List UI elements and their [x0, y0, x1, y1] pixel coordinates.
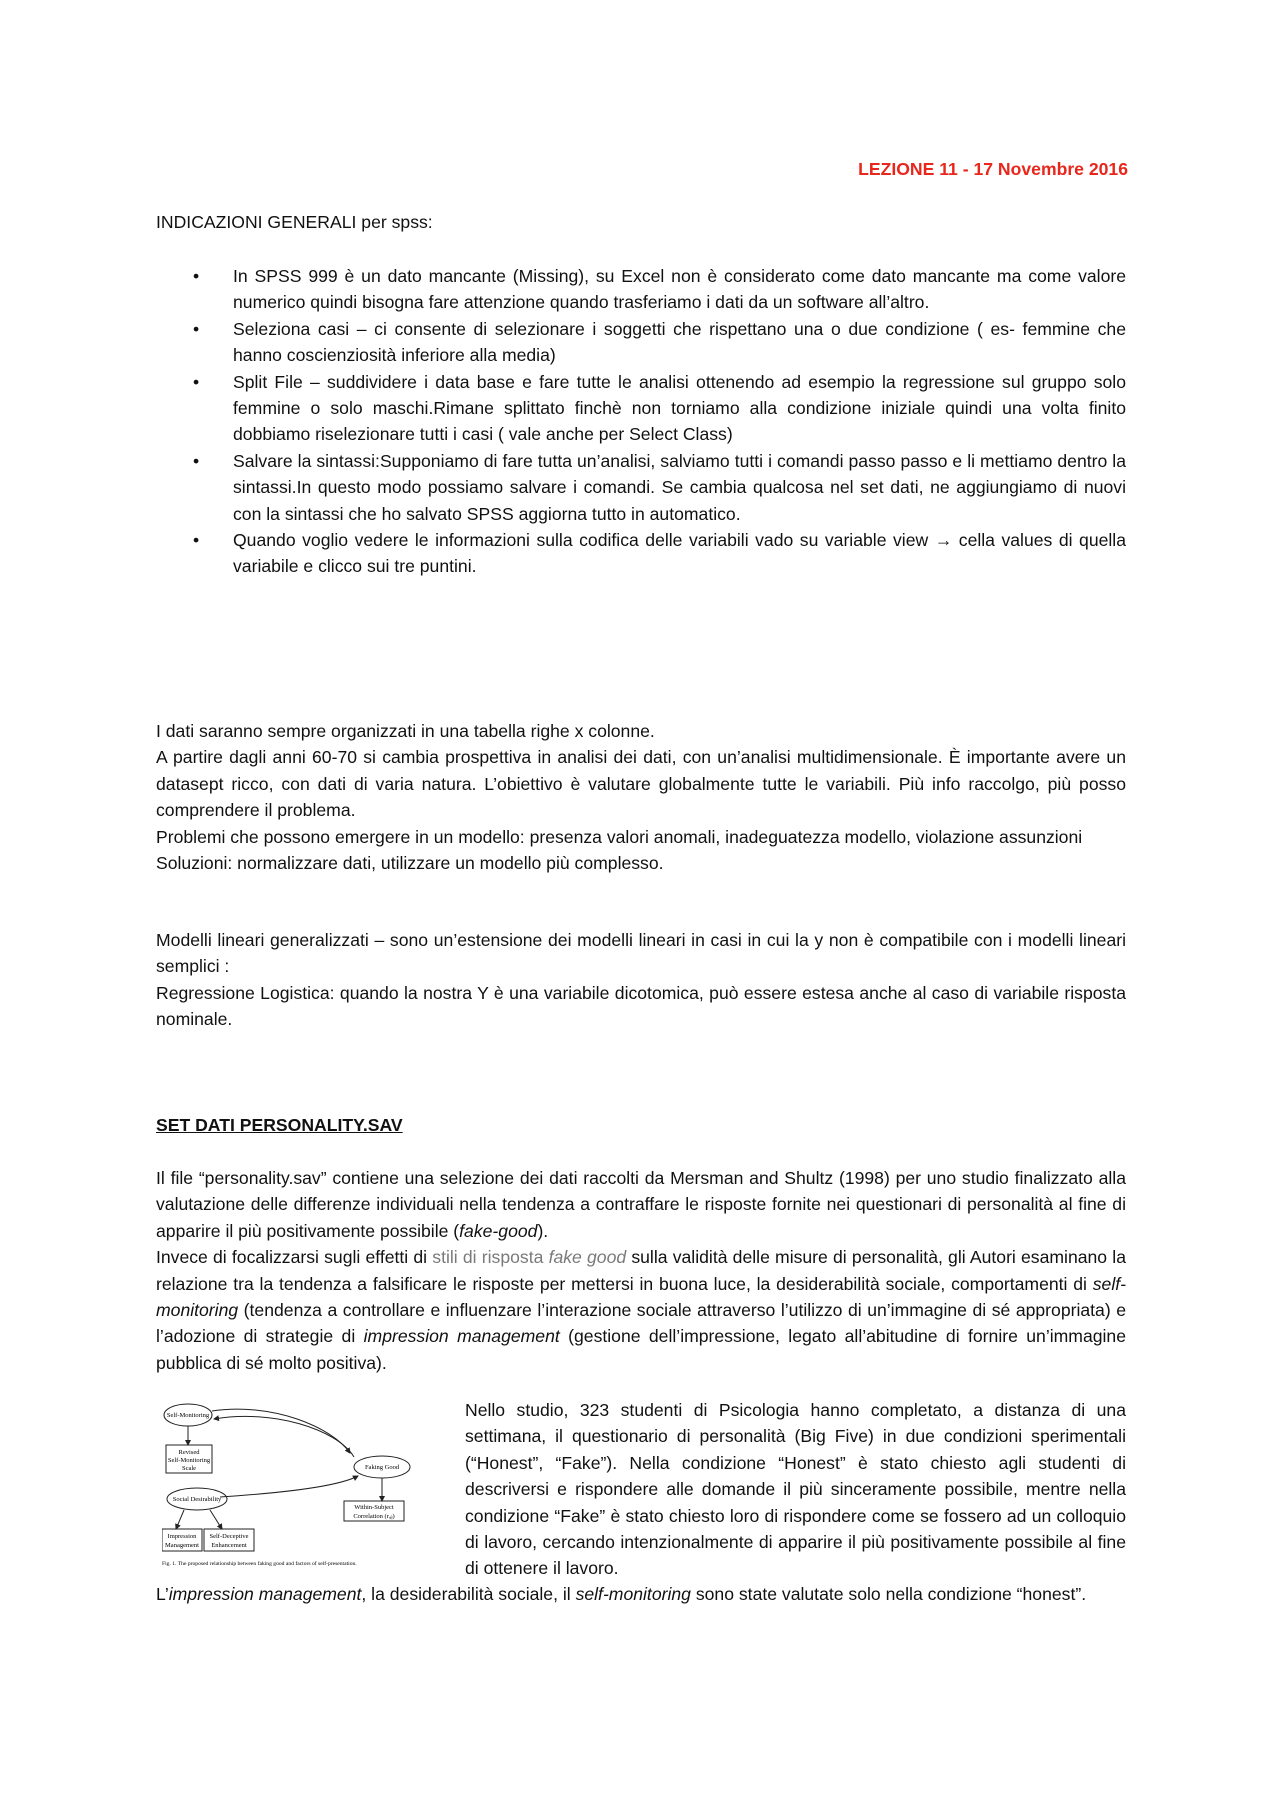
svg-text:Faking Good: Faking Good — [364, 1464, 400, 1471]
paragraph-data-analysis: I dati saranno sempre organizzati in una tabella righe x colonne. A partire dagli anni 60-70 si cambia prospettiva in analisi dei dati, con un’analisi multidimensionale. È importante avere un datasept ricco, con dati di varia natura. L’obiettivo è valutare globalmente tutte le variabili. Più info raccolgo, più posso comprendere il problema. Problemi che possono emergere in un modello: presenza valori anomali, inadeguatezza modello, violazione assunzioni Soluzioni: normalizzare dati, utilizzare un modello più complesso. — [156, 721, 1126, 874]
svg-text:Within-Subject: Within-Subject — [354, 1504, 394, 1511]
svg-text:Revised: Revised — [178, 1449, 200, 1456]
paragraph-personality: Il file “personality.sav” contiene una selezione dei dati raccolti da Mersman and Shultz (1998) per uno studio finalizzato alla valutazione delle differenze individuali nella tendenza a contraffare le risposte fornite nei questionari di personalità al fine di apparire il più positivamente possibile (fake-good). Invece di focalizzarsi sugli effetti di stili di risposta fake good sulla validità delle misure di personalità, gli Autori esaminano la relazione tra la tendenza a falsificare le risposte per mettersi in buona luce, la desiderabilità sociale, comportamenti di self-monitoring (tendenza a controllare e influenzare l’interazione sociale attraverso l’utilizzo di un’immagine di sé appropriata) e l’adozione di strategie di impression management (gestione dell’impressione, legato all’abitudine di fornire un’immagine pubblica di sé molto positiva). — [156, 1168, 1126, 1373]
paragraph-honest-condition: L’impression management, la desiderabilità sociale, il self-monitoring sono state valutate solo nella condizione “honest”. — [156, 1584, 1087, 1604]
svg-text:Enhancement: Enhancement — [211, 1542, 247, 1549]
bullet-icon: • — [193, 371, 200, 392]
bullet-icon: • — [193, 318, 200, 339]
svg-text:Impression: Impression — [167, 1533, 197, 1540]
figure-caption: Fig. 1. The proposed relationship between faking good and factors of self-presentation. — [162, 1561, 357, 1567]
study-description: Nello studio, 323 studenti di Psicologia hanno completato, a distanza di una settimana, il questionario di personalità (Big Five) in due condizioni sperimentali (“Honest”, “Fake”). Nella condizione “Honest” è stato chiesto agli studenti di descriversi e rispondere alle domande il più sinceramente possibile, mentre nella condizione “Fake” è stato chiesto loro di rispondere come se fossero ad un colloquio di lavoro, cercando intenzionalmente di apparire il più positivamente possibile al fine di ottenere il lavoro. — [465, 1400, 1126, 1579]
bullet-icon: • — [193, 450, 200, 471]
svg-text:Self-Monitoring: Self-Monitoring — [167, 1457, 211, 1464]
svg-text:Self-Deceptive: Self-Deceptive — [209, 1533, 249, 1540]
list-item: • Salvare la sintassi:Supponiamo di fare tutta un’analisi, salviamo tutti i comandi passo passo e li mettiamo dentro la sintassi.In questo modo possiamo salvare i comandi. Se cambia qualcosa nel set dati, ne aggiungiamo di nuovi con la sintassi che ho salvato SPSS aggiorna tutto in automatico. — [156, 448, 1126, 527]
list-item: • Quando voglio vedere le informazioni sulla codifica delle variabili vado su variable view → cella values di quella variabile e clicco sui tre puntini. — [156, 527, 1126, 580]
list-item: • Seleziona casi – ci consente di selezionare i soggetti che rispettano una o due condizione ( es- femmine che hanno coscienziosità inferiore alla media) — [156, 316, 1126, 369]
diagram-label: Self-Monitoring — [166, 1412, 210, 1419]
highlighted-text: stili di risposta fake good — [432, 1247, 627, 1268]
list-item: • In SPSS 999 è un dato mancante (Missing), su Excel non è considerato come dato mancante ma come valore numerico quindi bisogna fare attenzione quando trasferiamo i dati da un software all’altro. — [156, 263, 1126, 316]
svg-text:Social Desirability: Social Desirability — [172, 1496, 222, 1503]
svg-text:Scale: Scale — [181, 1465, 197, 1472]
spss-tips-list — [156, 263, 1126, 580]
bullet-icon: • — [193, 530, 200, 551]
svg-text:Management: Management — [165, 1542, 199, 1549]
paragraph-glm: Modelli lineari generalizzati – sono un’estensione dei modelli lineari in casi in cui la y non è compatibile con i modelli lineari semplici : Regressione Logistica: quando la nostra Y è una variabile dicotomica, può essere estesa anche al caso di variabile risposta nominale. — [156, 930, 1126, 1030]
section-heading: SET DATI PERSONALITY.SAV — [156, 1115, 403, 1135]
intro-title: INDICAZIONI GENERALI per spss: — [156, 212, 433, 232]
bullet-icon: • — [193, 266, 200, 286]
model-diagram — [162, 1397, 450, 1579]
lesson-date: LEZIONE 11 - 17 Novembre 2016 — [858, 159, 1128, 179]
list-item: • Split File – suddividere i data base e fare tutte le analisi ottenendo ad esempio la regressione sul gruppo solo femmine o solo maschi.Rimane splittato finchè non torniamo alla condizione iniziale quindi una volta finito dobbiamo riselezionare tutti i casi ( vale anche per Select Class) — [156, 369, 1126, 448]
svg-text:Correlation (rₐᵦ): Correlation (rₐᵦ) — [353, 1513, 395, 1520]
